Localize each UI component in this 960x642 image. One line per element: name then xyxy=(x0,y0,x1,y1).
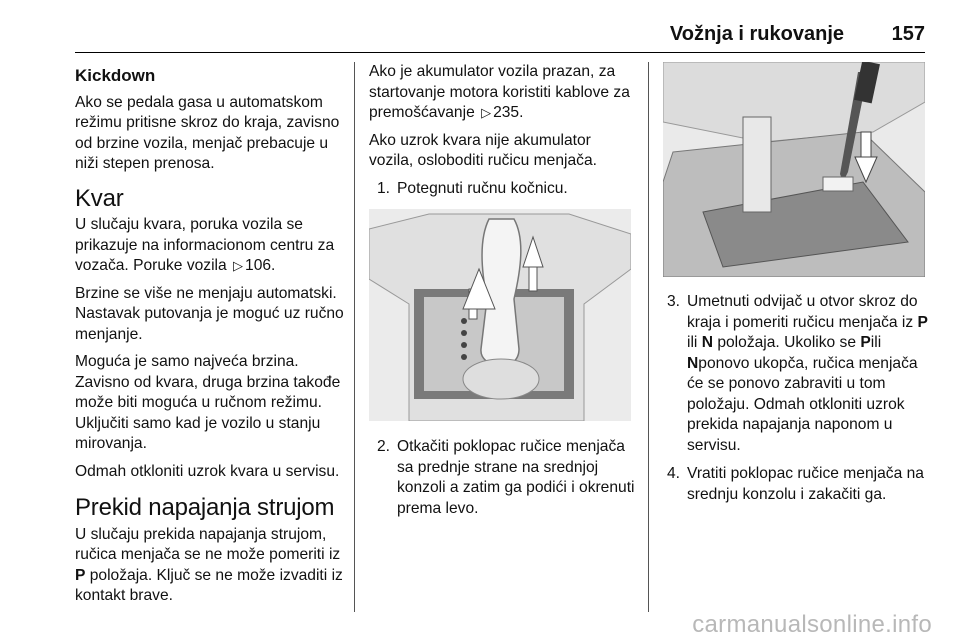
gear-position-p: P xyxy=(917,313,928,331)
illustration-screwdriver xyxy=(663,62,925,277)
column-right xyxy=(667,292,929,513)
page-reference-link[interactable]: 106 xyxy=(245,257,272,274)
step-2 xyxy=(377,437,635,519)
paragraph-kickdown: Ako se pedala gasa u automatskom režimu pritisne skroz do kraja, zavisno od brzine vozila, menjač prebacuje u niži stepen prenosa. xyxy=(75,93,340,172)
illustration-gear-lever xyxy=(369,209,631,421)
page-number: 157 xyxy=(891,23,925,45)
column-divider xyxy=(354,62,355,612)
page-reference-icon: ▷ xyxy=(481,105,492,120)
text: Umetnuti odvijač u otvor skroz do kraja i pomeriti ručicu menjača iz xyxy=(687,293,918,331)
paragraph-kvar-1: U slučaju kvara, poruka vozila se prikazuje na informacionom centru za vozača. Poruke vozila ▷ 106. xyxy=(75,215,347,277)
text: položaja. Ključ se ne može izvaditi iz kontakt brave. xyxy=(75,566,343,604)
step-1 xyxy=(377,179,635,200)
step-text: Vratiti poklopac ručice menjača na srednju konzolu i zakačiti ga. xyxy=(687,465,924,503)
screwdriver-drawing xyxy=(663,62,925,277)
column-left xyxy=(75,62,347,614)
text: položaja. Ukoliko se xyxy=(713,334,861,351)
paragraph-kvar-2: Brzine se više ne menjaju automatski. Nastavak putovanja je moguć uz ručno menjanje. xyxy=(75,284,344,343)
page-reference-icon: ▷ xyxy=(233,258,244,273)
column-middle xyxy=(369,62,635,527)
text: ili xyxy=(870,334,882,351)
gear-position-p: P xyxy=(860,334,871,351)
paragraph-battery: Ako je akumulator vozila prazan, za startovanje motora koristiti kablove za premošćavanje ▷ 235. xyxy=(369,62,635,124)
step-text xyxy=(687,292,929,456)
step-number: 3. xyxy=(667,293,681,310)
paragraph-kvar-3: Moguća je samo najveća brzina. Zavisno od kvara, druga brzina takođe može biti moguća u ručnom režimu. Uključiti samo kad je vozilo u stanju mirovanja. xyxy=(75,353,341,452)
step-number: 4. xyxy=(667,465,681,482)
step-text: Potegnuti ručnu kočnicu. xyxy=(397,179,568,197)
text: U slučaju kvara, poruka vozila se prikazuje na informacionom centru za vozača. Poruke vozila xyxy=(75,216,335,274)
gear-position-p: P xyxy=(75,566,86,584)
watermark: carmanualsonline.info xyxy=(692,611,932,638)
page-reference-link[interactable]: 235 xyxy=(493,104,520,121)
text: ponovo ukopča, ručica menjača će se ponovo zabraviti u tom položaju. Odmah otkloniti uzrok prekida napajanja naponom u servisu. xyxy=(687,354,918,454)
step-4 xyxy=(667,464,929,505)
paragraph-release-lever: Ako uzrok kvara nije akumulator vozila, osloboditi ručicu menjača. xyxy=(369,131,597,169)
gear-position-n: N xyxy=(701,334,713,351)
step-text: Otkačiti poklopac ručice menjača sa prednje strane na srednjoj konzoli a zatim ga podići i okrenuti prema levo. xyxy=(397,438,635,517)
gear-position-n: N xyxy=(687,354,699,372)
step-number: 2. xyxy=(377,438,391,455)
step-number: 1. xyxy=(377,179,391,197)
heading-kickdown: Kickdown xyxy=(75,66,156,85)
text: Ako je akumulator vozila prazan, za startovanje motora koristiti kablove za premošćavanje xyxy=(369,63,630,121)
paragraph-kvar-4: Odmah otkloniti uzrok kvara u servisu. xyxy=(75,462,340,480)
paragraph-prekid xyxy=(75,525,347,607)
gear-lever-drawing xyxy=(369,209,631,421)
text: ili xyxy=(687,334,702,351)
header-divider xyxy=(75,52,925,53)
text: U slučaju prekida napajanja strujom, ručica menjača se ne može pomeriti iz xyxy=(75,525,341,563)
page-section-title: Vožnja i rukovanje xyxy=(669,23,844,45)
heading-kvar: Kvar xyxy=(75,184,124,212)
column-divider xyxy=(648,62,649,612)
heading-prekid: Prekid napajanja strujom xyxy=(75,494,335,521)
step-3 xyxy=(667,292,929,456)
